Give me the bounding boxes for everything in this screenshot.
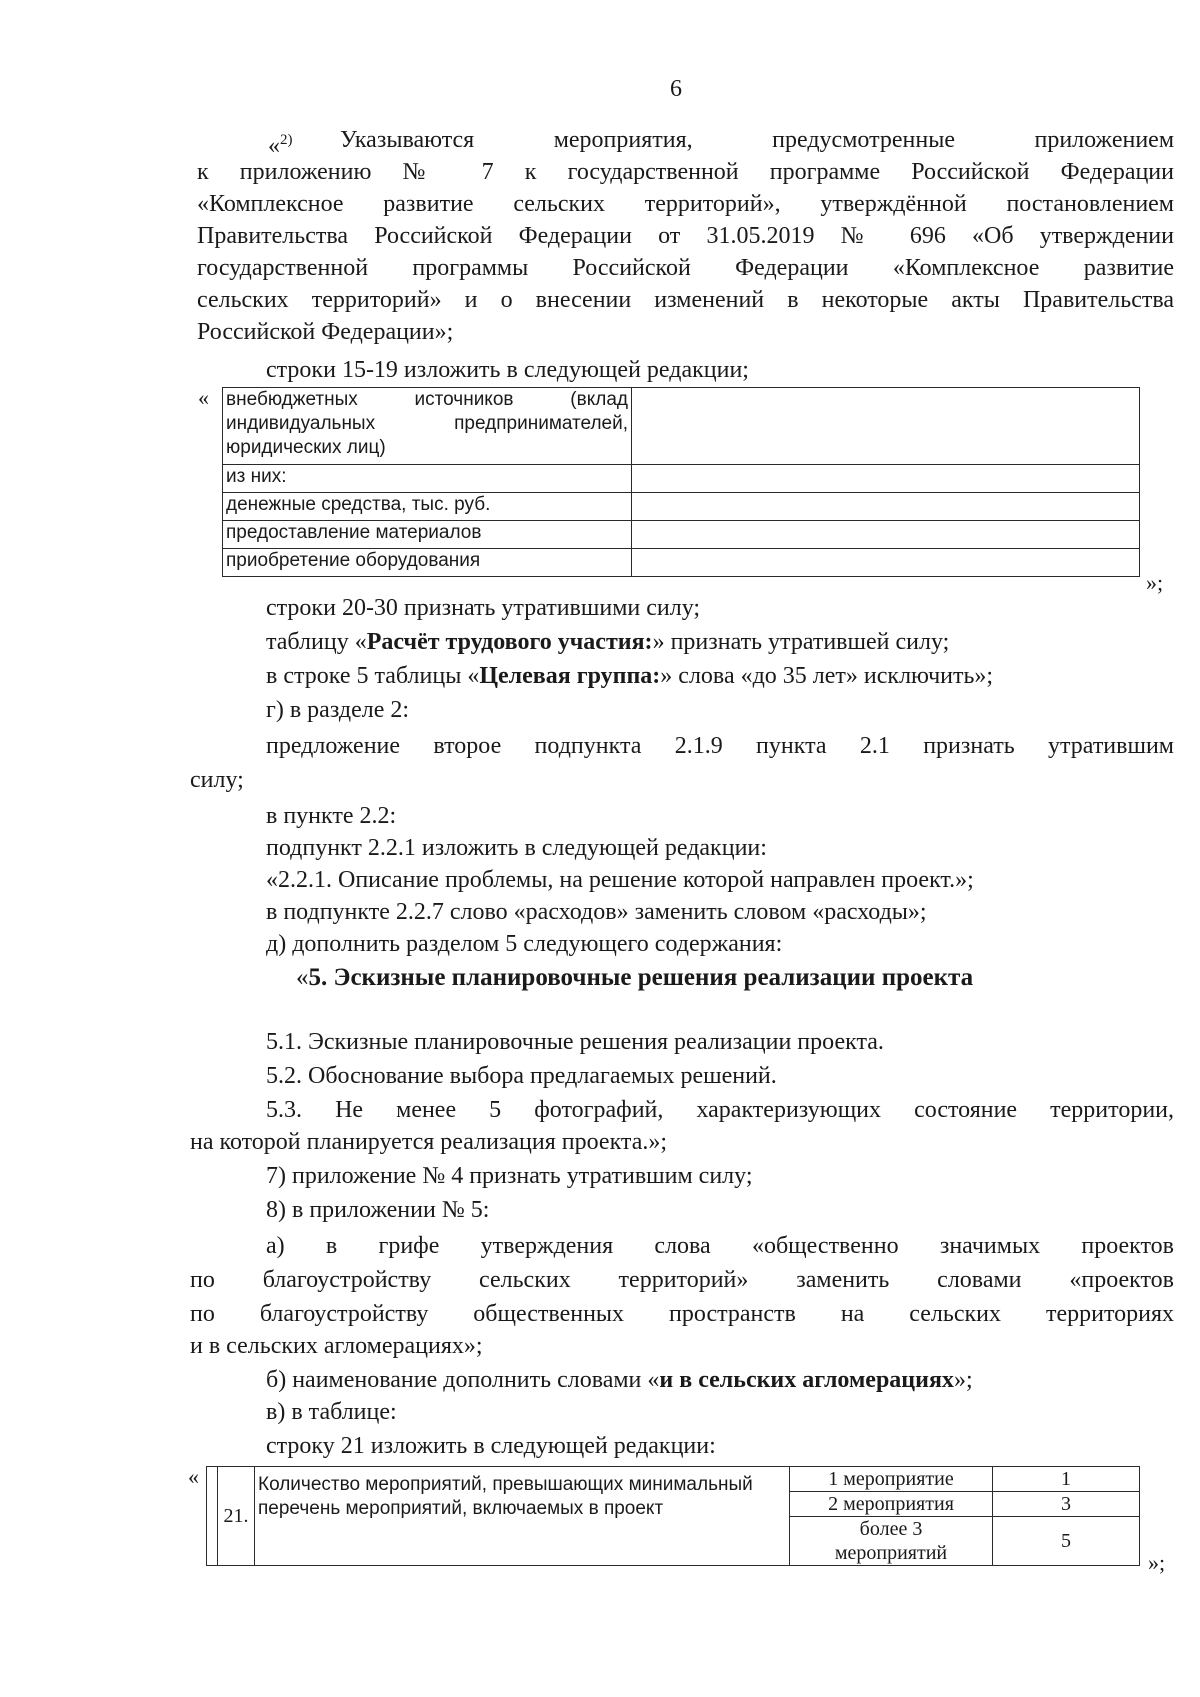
- table-cell-label: денежные средства, тыс. руб.: [223, 493, 632, 521]
- item-a-line-3: по благоустройству общественных пространств на сельских территориях: [190, 1301, 1174, 1327]
- footnote-first-text: Указываются мероприятия, предусмотренные приложением: [340, 127, 1174, 153]
- table1-open-quote: «: [198, 385, 209, 410]
- table-extrabudgetary: [222, 387, 1140, 577]
- point-5-1: 5.1. Эскизные планировочные решения реализации проекта.: [266, 1029, 884, 1055]
- text-fragment: » слова «до 35 лет» исключить»;: [660, 663, 994, 689]
- footnote-quote-mark: «: [268, 133, 280, 159]
- table-cell-description: Количество мероприятий, превышающих минимальный перечень мероприятий, включаемых в проект: [255, 1467, 790, 1566]
- rows-15-19-intro: строки 15-19 изложить в следующей редакции;: [266, 357, 749, 383]
- text-fragment: в строке 5 таблицы «: [266, 663, 480, 689]
- table-row: [223, 521, 1140, 549]
- table-labor-participation: [266, 628, 949, 656]
- table-cell-number: 21.: [218, 1467, 255, 1566]
- table-cell-value: [632, 521, 1140, 549]
- point-5-2: 5.2. Обоснование выбора предлагаемых решений.: [266, 1063, 777, 1089]
- text-fragment: таблицу «: [266, 629, 367, 655]
- table-row: [223, 549, 1140, 577]
- table2-close-quote: »;: [1148, 1550, 1166, 1575]
- footnote-first-line: [268, 126, 1174, 160]
- table-cell-option-score: 1: [993, 1467, 1140, 1492]
- table-cell-label: предоставление материалов: [223, 521, 632, 549]
- table-cell-value: [632, 388, 1140, 465]
- row-21-intro: строку 21 изложить в следующей редакции:: [266, 1433, 716, 1459]
- rows-20-30: строки 20-30 признать утратившими силу;: [266, 595, 701, 621]
- table-cell-value: [632, 465, 1140, 493]
- table-row: [223, 388, 1140, 465]
- appendix-4: 7) приложение № 4 признать утратившим силу;: [266, 1163, 753, 1189]
- subpoint-2-2-7: в подпункте 2.2.7 слово «расходов» заменить словом «расходы»;: [266, 899, 927, 925]
- sentence-line-1: предложение второе подпункта 2.1.9 пункта 2.1 признать утратившим: [266, 733, 1174, 759]
- add-section-5: д) дополнить разделом 5 следующего содержания:: [266, 931, 783, 957]
- item-a-line-4: и в сельских агломерациях»;: [190, 1333, 483, 1359]
- point-5-3-line-1: 5.3. Не менее 5 фотографий, характеризующих состояние территории,: [266, 1097, 1174, 1123]
- table-cell-option-label: более 3 мероприятий: [790, 1517, 993, 1566]
- footnote-line-5: государственной программы Российской Федерации «Комплексное развитие: [197, 255, 1174, 281]
- table-row-21: [206, 1466, 1140, 1566]
- page-number: 6: [670, 76, 682, 102]
- item-a-line-1: а) в грифе утверждения слова «общественно значимых проектов: [266, 1233, 1174, 1259]
- table-cell-label: внебюджетных источников (вклад индивидуальных предпринимателей, юридических лиц): [223, 388, 632, 465]
- point-5-3-line-2: на которой планируется реализация проекта.»;: [190, 1129, 668, 1155]
- table-cell-empty: [207, 1467, 218, 1566]
- table-row: [223, 493, 1140, 521]
- table-cell-label: из них:: [223, 465, 632, 493]
- bold-table-name: Целевая группа:: [479, 663, 661, 689]
- table-cell-option-score: 3: [993, 1492, 1140, 1517]
- footnote-last-line: Российской Федерации»;: [197, 319, 454, 345]
- footnote-line-6: сельских территорий» и о внесении изменений в некоторые акты Правительства: [197, 287, 1174, 313]
- text-fragment: »;: [953, 1367, 973, 1393]
- bold-phrase: и в сельских агломерациях: [659, 1367, 954, 1393]
- footnote-line-4: Правительства Российской Федерации от 31.05.2019 № 696 «Об утверждении: [197, 223, 1174, 249]
- footnote-line-3: «Комплексное развитие сельских территорий», утверждённой постановлением: [197, 191, 1174, 217]
- table-cell-option-score: 5: [993, 1517, 1140, 1566]
- text-fragment: б) наименование дополнить словами «: [266, 1367, 660, 1393]
- row5-target-group: [266, 662, 993, 690]
- table1-close-quote: »;: [1146, 570, 1164, 595]
- table-cell-option-label: 1 мероприятие: [790, 1467, 993, 1492]
- point-2-2: в пункте 2.2:: [266, 803, 397, 829]
- section-2: г) в разделе 2:: [266, 697, 410, 723]
- appendix-5: 8) в приложении № 5:: [266, 1197, 490, 1223]
- table-cell-label: приобретение оборудования: [223, 549, 632, 577]
- sentence-line-2: силу;: [190, 767, 244, 793]
- table-cell-option-label: 2 мероприятия: [790, 1492, 993, 1517]
- table2-open-quote: «: [188, 1464, 199, 1489]
- table-row: [207, 1467, 1140, 1492]
- item-b: [266, 1366, 973, 1394]
- heading-text: 5. Эскизные планировочные решения реализации проекта: [308, 964, 974, 991]
- subpoint-2-2-1: подпункт 2.2.1 изложить в следующей редакции:: [266, 835, 767, 861]
- footnote-line-2: к приложению № 7 к государственной программе Российской Федерации: [197, 159, 1174, 185]
- item-a-line-2: по благоустройству сельских территорий» заменить словами «проектов: [190, 1267, 1174, 1293]
- footnote-superscript: 2): [280, 132, 293, 148]
- table-cell-value: [632, 549, 1140, 577]
- table-cell-value: [632, 493, 1140, 521]
- bold-table-name: Расчёт трудового участия:: [366, 629, 653, 655]
- item-v: в) в таблице:: [266, 1399, 397, 1425]
- text-fragment: » признать утратившей силу;: [652, 629, 950, 655]
- subpoint-2-2-1-text: «2.2.1. Описание проблемы, на решение которой направлен проект.»;: [266, 867, 974, 893]
- text-fragment: «: [296, 964, 309, 991]
- table-row: [223, 465, 1140, 493]
- section-5-heading: [296, 964, 973, 992]
